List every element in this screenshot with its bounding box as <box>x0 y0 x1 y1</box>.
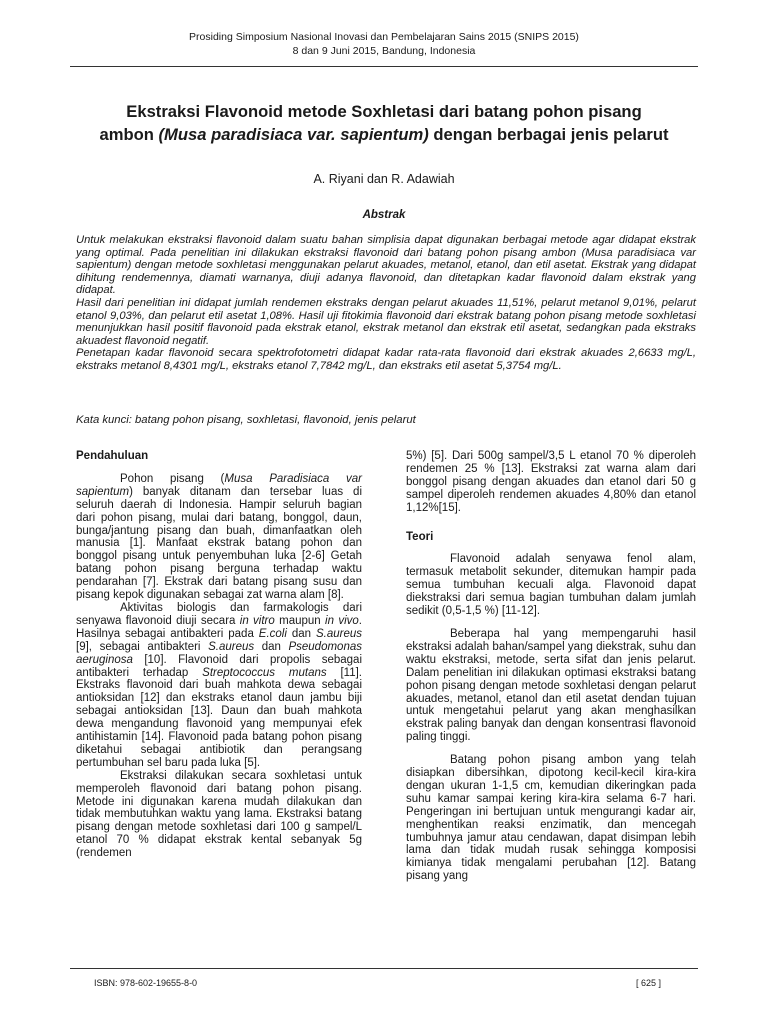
theory-paragraph-2: Beberapa hal yang mempengaruhi hasil ekstraksi adalah bahan/sampel yang diekstrak, suhu dan waktu ekstraksi, metode, serta sifat dan jenis pelarut. Dalam penelitian ini dilakukan optimasi ekstraksi batang pohon pisang dengan metode soxhletasi dengan pelarut akuades, metanol, etanol dan etil asetat dendan tujuan untuk mengetahui pelarut yang akan menghasilkan ekstrak paling banyak dan dengan konsentrasi flavonoid paling tinggi. <box>406 627 696 744</box>
paper-title <box>70 100 698 146</box>
species-name: S.aureus <box>208 640 255 653</box>
footer-divider <box>70 968 698 969</box>
abstract <box>76 234 696 373</box>
intro-paragraph-3: Ekstraksi dilakukan secara soxhletasi untuk memperoleh flavonoid dari batang pohon pisang. Metode ini digunakan karena mudah dilakukan dan tidak membutuhkan waktu yang lama. Ekstraksi batang pisang dengan metode soxhletasi dari 100 g sampel/L etanol 70 % didapat ekstrak kental sebanyak 5g (rendemen <box>76 769 362 860</box>
text-run: ) banyak ditanam dan tersebar luas di seluruh daerah di Indonesia. Hampir seluruh bagian dari pohon pisang, mulai dari batang, bonggol, daun, bunga/jantung pisang dan buah, dimanfaatkan oleh manusia [1]. Manfaat ekstrak batang pohon dan bonggol pisang untuk penyembuhan luka [2-6] Getah batang pohon pisang berguna terhadap waktu pendarahan [7]. Ekstrak dari batang pisang susu dan pisang kepok digunakan sebagai zat warna alam [8]. <box>76 485 362 602</box>
theory-paragraph-1: Flavonoid adalah senyawa fenol alam, termasuk metabolit sekunder, ditemukan hampir pada semua tumbuhan kecuali alga. Flavonoid dapat diekstraksi dari semua bagian tumbuhan dalam jumlah sedikit (0,5-1,5 %) [11-12]. <box>406 553 696 618</box>
text-run: dan <box>286 627 316 640</box>
species-name: Pseudomonas aeruginosa <box>76 640 362 666</box>
text-run: [9], sebagai antibakteri <box>76 640 209 653</box>
italic-term: in vitro <box>239 614 275 627</box>
header-date-line: 8 dan 9 Juni 2015, Bandung, Indonesia <box>292 45 476 57</box>
section-heading-teori: Teori <box>406 530 434 543</box>
abstract-heading: Abstrak <box>362 209 406 221</box>
text-run: dan <box>254 640 289 653</box>
title-line-2 <box>70 123 698 146</box>
text-run: [11]. Ekstraks flavonoid dari buah mahkota dewa sebagai antioksidan [12] dan ekstraks etanol daun jambu biji sebagai antioksidan [13]. Daun dan buah mahkota dewa mengandung flavonoid yang mempunyai efek antihistamin [14]. Flavonoid pada batang pohon pisang diketahui sebagai antibiotik dan perangsang pertumbuhan sel baru pada luka [5]. <box>76 666 362 769</box>
left-column <box>76 450 362 860</box>
keywords: Kata kunci: batang pohon pisang, soxhletasi, flavonoid, jenis pelarut <box>76 414 416 426</box>
intro-paragraph-1 <box>76 473 362 602</box>
text-run: Aktivitas biologis dan farmakologis dari senyawa flavonoid diuji secara <box>76 601 362 627</box>
species-name: S.aureus <box>315 627 362 640</box>
title-species: (Musa paradisiaca var. sapientum) <box>158 125 429 144</box>
title-text-post: dengan berbagai jenis pelarut <box>428 125 669 144</box>
isbn: ISBN: 978-602-19655-8-0 <box>94 978 198 988</box>
abstract-paragraph-3: Penetapan kadar flavonoid secara spektrofotometri didapat kadar rata-rata flavonoid dari ekstrak akuades 2,6633 mg/L, ekstraks metanol 8,4301 mg/L, ekstraks etanol 7,7842 mg/L, dan ekstraks etil asetat 5,3754 mg/L. <box>76 347 696 372</box>
species-name: E.coli <box>258 627 287 640</box>
header-divider <box>70 66 698 67</box>
text-run: maupun <box>274 614 326 627</box>
text-run: [10]. Flavonoid dari propolis sebagai antibakteri terhadap <box>76 653 362 679</box>
page-number: [ 625 ] <box>636 978 662 988</box>
text-run: Pohon pisang ( <box>120 472 225 485</box>
intro-paragraph-2 <box>76 602 362 770</box>
running-header <box>70 30 698 58</box>
italic-term: in vivo <box>325 614 359 627</box>
title-line-1: Ekstraksi Flavonoid metode Soxhletasi dari batang pohon pisang <box>126 102 642 121</box>
text-run: . Hasilnya sebagai antibakteri pada <box>76 614 362 640</box>
intro-paragraph-continued: 5%) [5]. Dari 500g sampel/3,5 L etanol 70 % diperoleh rendemen 25 % [13]. Ekstraksi zat warna alam dari bonggol pisang dengan akuades dan etanol dari 50 g sampel diperoleh rendemen akuades 4,80% dan etanol 1,12%[15]. <box>406 450 696 514</box>
abstract-paragraph-2: Hasil dari penelitian ini didapat jumlah rendemen ekstraks dengan pelarut akuades 11,51%, pelarut metanol 9,01%, pelarut etanol 9,03%, dan pelarut etil asetat 1,08%. Hasil uji fitokimia flavonoid dari ekstrak batang pohon pisang metode soxhletasi menunjukkan hasil positif flavonoid pada ekstrak etanol, ekstrak metanol dan ekstrak etil asetat, sedangkan pada ekstraks akuadest flavonoid negatif. <box>76 296 696 347</box>
right-column <box>406 450 696 883</box>
title-text-pre: ambon <box>99 125 159 144</box>
authors: A. Riyani dan R. Adawiah <box>313 172 455 186</box>
theory-paragraph-3: Batang pohon pisang ambon yang telah disiapkan dibersihkan, dipotong kecil-kecil kira-kira dengan ukuran 1-1,5 cm, kemudian dikeringkan pada suhu kamar sampai kering kira-kira selama 6-7 hari. Pengeringan ini bertujuan untuk mengurangi kadar air, menghentikan reaksi enzimatik, dan mencegah tumbuhnya jamur atau cendawan, dapat disimpan lebih lama dan tidak mudah rusak sehingga komposisi kimianya tidak mengalami perubahan [12]. Batang pisang yang <box>406 754 696 883</box>
header-proceedings-line: Prosiding Simposium Nasional Inovasi dan Pembelajaran Sains 2015 (SNIPS 2015) <box>189 31 579 43</box>
species-name: Streptococcus mutans <box>202 666 327 679</box>
species-name: Musa Paradisiaca var sapientum <box>76 472 362 498</box>
abstract-paragraph-1: Untuk melakukan ekstraksi flavonoid dalam suatu bahan simplisia dapat digunakan berbagai metode agar didapat ekstrak yang optimal. Pada penelitian ini dilakukan ekstraksi flavonoid dari batang pohon pisang ambon (Musa paradisiaca var sapientum) dengan metode soxhletasi menggunakan pelarut akuades, metanol, etanol, dan etil asetat. Ekstrak yang didapat dihitung rendemennya, diamati warnanya, diuji adanya flavonoid, dan ditetapkan kadar flavonoid dalam ekstrak yang didapat. <box>76 234 696 297</box>
section-heading-pendahuluan: Pendahuluan <box>76 450 149 462</box>
